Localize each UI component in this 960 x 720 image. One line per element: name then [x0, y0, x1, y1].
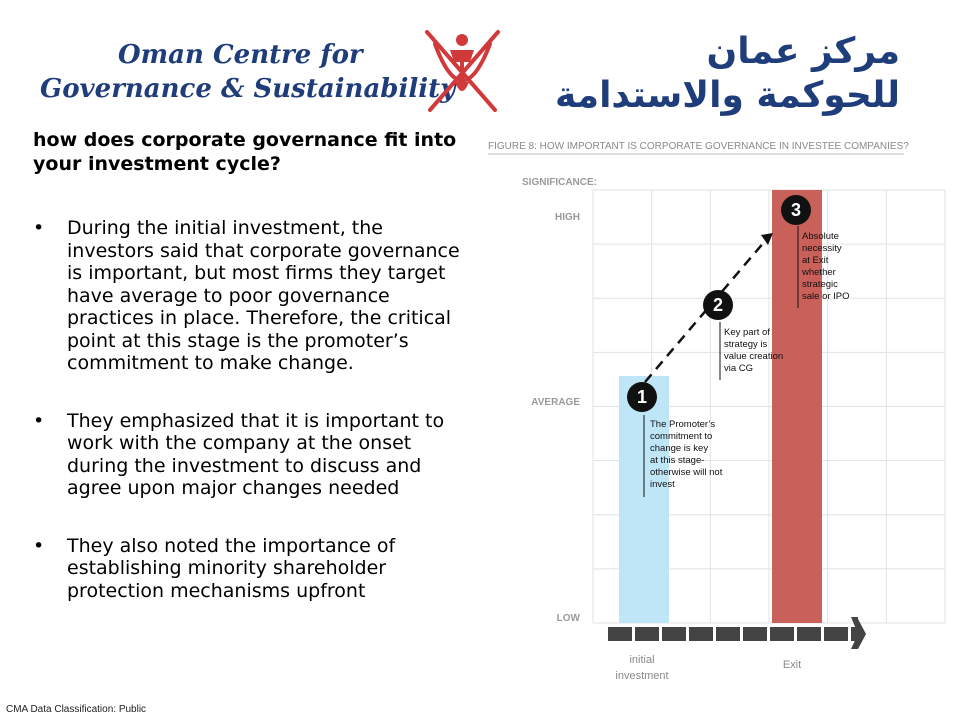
- timeline-segment: [824, 627, 848, 641]
- timeline-segment: [770, 627, 794, 641]
- step-1-text: commitment to: [650, 431, 713, 442]
- step-3-text: whether: [802, 267, 836, 278]
- chart-y-axis-label: SIGNIFICANCE:: [522, 177, 597, 188]
- timeline-segment: [635, 627, 659, 641]
- step-1-number: 1: [636, 387, 648, 407]
- timeline-head-base: [851, 627, 861, 641]
- step-1-text: at this stage-: [650, 455, 705, 466]
- bullet-text: They emphasized that it is important to work with the company at the onset during the investment to discuss and agree upon major changes needed: [67, 409, 445, 499]
- step-2-number: 2: [712, 295, 724, 315]
- chart-title: FIGURE 8: HOW IMPORTANT IS CORPORATE GOVERNANCE IN INVESTEE COMPANIES?: [488, 141, 909, 152]
- data-classification-label: CMA Data Classification: Public: [6, 704, 147, 715]
- bullet-dot: •: [33, 534, 45, 557]
- oman-emblem-icon: [415, 22, 510, 122]
- bullet-list: [33, 217, 473, 637]
- step-2-text: strategy is: [724, 339, 768, 350]
- step-1-text: The Promoter’s: [650, 419, 716, 430]
- timeline-segment: [743, 627, 767, 641]
- step-1-text: otherwise will not: [650, 467, 723, 478]
- step-3-text: strategic: [802, 279, 838, 290]
- step-3-text: Absolute: [802, 231, 839, 242]
- logo-ar-line-2: للحوكمة والاستدامة: [554, 75, 900, 116]
- bullet-item: [33, 217, 473, 375]
- step-3-text: sale or IPO: [802, 291, 850, 302]
- logo-ar-line-1: مركز عمان: [706, 31, 900, 72]
- bullet-text: They also noted the importance of establishing minority shareholder protection mechanisms upfront: [67, 534, 396, 602]
- chart-x-labels: [615, 654, 801, 682]
- timeline-segment: [608, 627, 632, 641]
- bullet-dot: •: [33, 217, 45, 239]
- governance-significance-chart: [480, 135, 950, 695]
- step-2-text: value creation: [724, 351, 784, 362]
- timeline-segment: [716, 627, 740, 641]
- step-3-text: at Exit: [802, 255, 829, 266]
- y-tick-label: HIGH: [555, 212, 580, 223]
- step-1-text: change is key: [650, 443, 709, 454]
- bullet-item: [33, 410, 473, 500]
- step-2-text: via CG: [724, 363, 754, 374]
- trend-arrowhead: [761, 233, 773, 245]
- slide-heading: how does corporate governance fit into your investment cycle?: [33, 129, 457, 175]
- y-tick-label: AVERAGE: [531, 397, 580, 408]
- x-label-exit: Exit: [782, 659, 802, 671]
- bullet-dot: •: [33, 409, 45, 432]
- logo-text-en: [40, 38, 456, 106]
- timeline-segment: [689, 627, 713, 641]
- step-3-text: necessity: [802, 243, 842, 254]
- bullet-item: [33, 535, 473, 603]
- chart-y-ticks: [531, 212, 580, 624]
- timeline-segment: [662, 627, 686, 641]
- bullet-text: During the initial investment, the investors said that corporate governance is important, but most firms they target have average to poor governance practices in place. Therefore, the critical point at this stage is the promoter’s commitment to make change.: [67, 217, 460, 374]
- step-3-number: 3: [790, 200, 802, 220]
- logo-text-ar: [520, 30, 900, 118]
- y-tick-label: LOW: [556, 613, 580, 624]
- x-label-initial: initial investment: [615, 654, 669, 682]
- timeline-segment: [797, 627, 821, 641]
- bar-1: [619, 376, 669, 623]
- logo-line-2: Governance & Sustainability: [40, 74, 456, 104]
- logo-line-1: Oman Centre for: [118, 40, 363, 70]
- step-2-text: Key part of: [724, 327, 770, 338]
- step-1-text: invest: [650, 479, 675, 490]
